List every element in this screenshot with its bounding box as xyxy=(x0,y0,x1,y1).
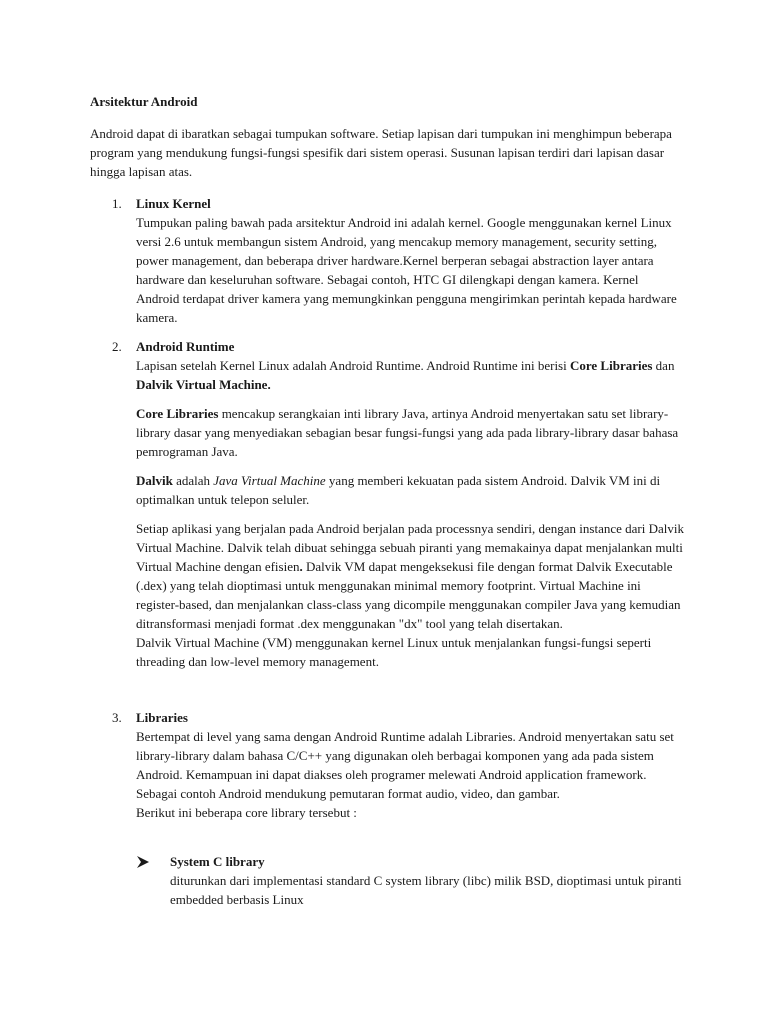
runtime-paragraph-3: Dalvik adalah Java Virtual Machine yang memberi kekuatan pada sistem Android. Dalvik VM ini di optimalkan untuk telepon seluler. xyxy=(136,473,661,507)
bullet-heading: System C library xyxy=(170,854,265,869)
arrow-bullet-icon xyxy=(136,855,150,869)
section-paragraph: Bertempat di level yang sama dengan Android Runtime adalah Libraries. Android menyertakan satu set library-library dalam bahasa C/C++ yang digunakan oleh berbagai komponen yang ada pada sistem Android. Kemampuan ini dapat diakses oleh programer melewati Android application framework. Sebagai contoh Android mendukung pemutaran format audio, video, dan gambar. xyxy=(136,729,674,801)
intro-paragraph: Android dapat di ibaratkan sebagai tumpukan software. Setiap lapisan dari tumpukan ini menghimpun beberapa program yang mendukung fungsi-fungsi spesifik dari sistem operasi. Susunan lapisan terdiri dari lapisan dasar hingga lapisan atas. xyxy=(90,126,672,179)
section-number: 3. xyxy=(112,710,122,725)
runtime-paragraph-2: Core Libraries mencakup serangkaian inti library Java, artinya Android menyertakan satu set library-library dasar yang menyediakan sebagian besar fungsi-fungsi yang ada pada library-library dasar bahasa pemrograman Java. xyxy=(136,406,679,459)
bullet-paragraph: diturunkan dari implementasi standard C system library (libc) milik BSD, dioptimasi untuk piranti embedded berbasis Linux xyxy=(170,873,682,907)
section-heading: Linux Kernel xyxy=(136,196,211,211)
section-paragraph-2: Berikut ini beberapa core library tersebut : xyxy=(136,805,357,820)
section-heading: Libraries xyxy=(136,710,188,725)
section-number: 2. xyxy=(112,339,122,354)
runtime-paragraph-1: Lapisan setelah Kernel Linux adalah Android Runtime. Android Runtime ini berisi Core Libraries dan Dalvik Virtual Machine. xyxy=(136,358,675,392)
section-heading: Android Runtime xyxy=(136,339,235,354)
runtime-paragraph-5: Dalvik Virtual Machine (VM) menggunakan kernel Linux untuk menjalankan fungsi-fungsi seperti threading dan low-level memory management. xyxy=(136,635,652,669)
section-paragraph: Tumpukan paling bawah pada arsitektur Android ini adalah kernel. Google menggunakan kernel Linux versi 2.6 untuk membangun sistem Android, yang mencakup memory management, security setting, power management, dan beberapa driver hardware.Kernel berperan sebagai abstraction layer antara hardware dan keseluruhan software. Sebagai contoh, HTC GI dilengkapi dengan kamera. Kernel Android terdapat driver kamera yang memungkinkan pengguna mengirimkan perintah kepada hardware kamera. xyxy=(136,215,677,325)
runtime-paragraph-4: Setiap aplikasi yang berjalan pada Android berjalan pada processnya sendiri, dengan instance dari Dalvik Virtual Machine. Dalvik telah dibuat sehingga sebuah piranti yang memakainya dapat menjalankan multi Virtual Machine dengan efisien. Dalvik VM dapat mengeksekusi file dengan format Dalvik Executable (.dex) yang telah dioptimasi untuk menggunakan minimal memory footprint. Virtual Machine ini register-based, dan menjalankan class-class yang dicompile menggunakan compiler Java yang kemudian ditransformasi menjadi format .dex menggunakan "dx" tool yang telah disertakan. xyxy=(136,521,684,631)
section-number: 1. xyxy=(112,196,122,211)
document-title: Arsitektur Android xyxy=(90,94,198,109)
